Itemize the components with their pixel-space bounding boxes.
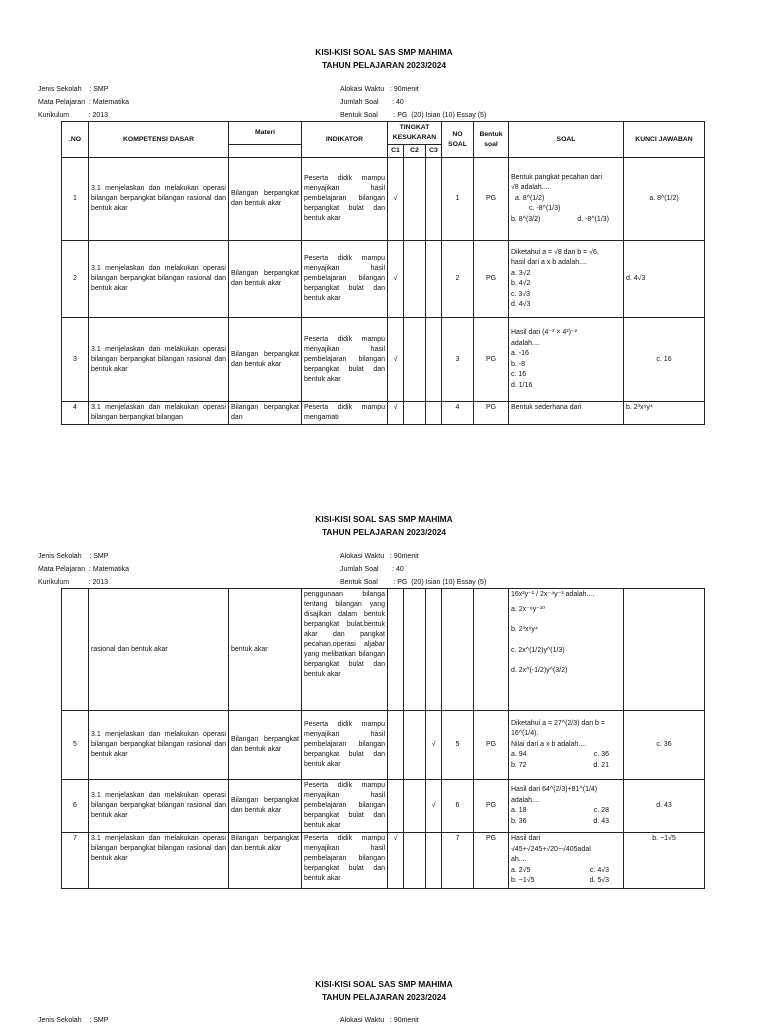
row-no-soal: 2 bbox=[442, 241, 474, 318]
col-no-soal: NO SOAL bbox=[442, 122, 474, 158]
row-kd: 3.1 menjelaskan dan melakukan operasi bilangan berpangkat bilangan bbox=[89, 402, 229, 425]
row-materi: Bilangan berpangkat dan bentuk akar bbox=[229, 711, 302, 780]
row-c2 bbox=[404, 711, 426, 780]
row-bentuk: PG bbox=[474, 780, 509, 833]
row-kd: rasional dan bentuk akar bbox=[89, 589, 229, 711]
soal-option: c. -8^(1/3) bbox=[529, 205, 561, 213]
soal-option: d. 4√3 bbox=[511, 301, 531, 308]
row-no: 5 bbox=[62, 711, 89, 780]
soal-option: c. 28 bbox=[593, 807, 609, 814]
soal-line: Hasil dari bbox=[511, 835, 541, 842]
col-tingkat: TINGKAT KESUKARAN bbox=[388, 122, 442, 145]
col-indikator: INDIKATOR bbox=[302, 122, 388, 158]
row-bentuk: PG bbox=[474, 711, 509, 780]
row-c2 bbox=[404, 158, 426, 241]
meta-kurikulum: Kurikulum : 2013 bbox=[38, 112, 109, 119]
col-kunci: KUNCI JAWABAN bbox=[624, 122, 705, 158]
row-c2 bbox=[404, 589, 426, 711]
soal-line: Bentuk pangkat pecahan dari bbox=[511, 173, 603, 181]
soal-option: d. -8^(1/3) bbox=[577, 215, 609, 223]
row-kunci bbox=[624, 589, 705, 711]
table-row bbox=[62, 158, 705, 241]
meta-bentuk-soal: Bentuk Soal : PG (20) Isian (10) Essay (5) bbox=[340, 112, 487, 119]
row-c3 bbox=[426, 241, 442, 318]
row-kunci: d. 43 bbox=[624, 780, 705, 833]
meta-jenis-sekolah: Jenis Sekolah : SMP bbox=[38, 1017, 109, 1024]
row-soal: Bentuk sederhana dari bbox=[509, 402, 624, 425]
row-kunci: b. −1√5 bbox=[624, 833, 705, 889]
soal-line: √45+√245+√20−√405adal bbox=[511, 845, 591, 853]
row-indikator: Peserta didik mampu menyajikan hasil pembelajaran bilangan berpangkat bulat dan bentuk akar bbox=[302, 780, 388, 833]
soal-line: 16x²y⁻¹ / 2x⁻⁴y⁻³ adalah.... bbox=[511, 591, 595, 598]
soal-line: ah.... bbox=[511, 856, 527, 863]
row-c2 bbox=[404, 780, 426, 833]
row-c1-check: √ bbox=[388, 158, 404, 241]
soal-option: b. 72 bbox=[511, 761, 527, 769]
row-kunci: a. 8^(1/2) bbox=[624, 158, 705, 241]
row-soal bbox=[509, 241, 624, 318]
row-kd: 3.1 menjelaskan dan melakukan operasi bilangan berpangkat bilangan rasional dan bentuk akar bbox=[89, 158, 229, 241]
soal-option: c. 16 bbox=[511, 371, 527, 378]
col-materi-sub bbox=[229, 145, 302, 158]
soal-option: c. 4√3 bbox=[589, 866, 609, 874]
col-c3: C3 bbox=[426, 145, 442, 158]
doc-subtitle: TAHUN PELAJARAN 2023/2024 bbox=[321, 60, 447, 70]
row-soal bbox=[509, 589, 624, 711]
row-no: 4 bbox=[62, 402, 89, 425]
row-c1 bbox=[388, 780, 404, 833]
row-c2 bbox=[404, 318, 426, 402]
row-bentuk: PG bbox=[474, 158, 509, 241]
row-no-soal: 7 bbox=[442, 833, 474, 889]
row-indikator: Peserta didik mampu menyajikan hasil pembelajaran bilangan berpangkat bulat dan bentuk akar bbox=[302, 833, 388, 889]
col-no: .NO bbox=[62, 122, 89, 158]
meta-jumlah-soal: Jumlah Soal : 40 bbox=[340, 99, 404, 106]
soal-option: c. 3√3 bbox=[511, 290, 531, 298]
row-c3-check: √ bbox=[426, 711, 442, 780]
soal-option: b. 8^(3/2) bbox=[511, 215, 541, 223]
row-no: 3 bbox=[62, 318, 89, 402]
soal-option: d. 43 bbox=[593, 817, 609, 825]
row-indikator: Peserta didik mampu mengamati bbox=[302, 402, 388, 425]
table-row bbox=[62, 711, 705, 780]
table-row bbox=[62, 833, 705, 889]
row-no-soal: 1 bbox=[442, 158, 474, 241]
table-row bbox=[62, 589, 705, 711]
row-no: 7 bbox=[62, 833, 89, 889]
row-c1 bbox=[388, 589, 404, 711]
soal-option: d. 5√3 bbox=[589, 877, 609, 884]
row-c2 bbox=[404, 241, 426, 318]
row-c3 bbox=[426, 158, 442, 241]
meta-alokasi-waktu: Alokasi Waktu : 90menit bbox=[340, 553, 419, 560]
soal-line: hasil dari a x b adalah.... bbox=[511, 259, 587, 266]
kisi-table-page-2 bbox=[61, 588, 705, 889]
row-kd: 3.1 menjelaskan dan melakukan operasi bilangan berpangkat bilangan rasional dan bentuk akar bbox=[89, 833, 229, 889]
meta-alokasi-waktu: Alokasi Waktu : 90menit bbox=[340, 86, 419, 93]
row-c1-check: √ bbox=[388, 318, 404, 402]
row-c1-check: √ bbox=[388, 833, 404, 889]
soal-option: b. 2³x⁶y⁴ bbox=[511, 626, 538, 633]
row-kunci: d. 4√3 bbox=[624, 241, 705, 318]
row-kd: 3.1 menjelaskan dan melakukan operasi bilangan berpangkat bilangan rasional dan bentuk akar bbox=[89, 241, 229, 318]
row-no-soal: 4 bbox=[442, 402, 474, 425]
soal-option: b. 4√2 bbox=[511, 280, 531, 287]
row-materi: Bilangan berpangkat dan bentuk akar bbox=[229, 318, 302, 402]
soal-option: b. 36 bbox=[511, 817, 527, 825]
row-no: 6 bbox=[62, 780, 89, 833]
row-bentuk: PG bbox=[474, 241, 509, 318]
soal-option: d. 1/16 bbox=[511, 381, 533, 389]
soal-line: √8 adalah.... bbox=[511, 184, 550, 192]
row-soal bbox=[509, 780, 624, 833]
row-indikator: penggunaan bilanga tentang bilangan yang disajikan dalam bentuk berpangkat bulat,bentuk akar dan pangkat pecahan,operasi aljabar yang melibatkan bilangan berpangkat bulat dan bentuk akar bbox=[302, 589, 388, 711]
row-soal bbox=[509, 833, 624, 889]
meta-jenis-sekolah: Jenis Sekolah : SMP bbox=[38, 86, 109, 93]
row-kd: 3.1 menjelaskan dan melakukan operasi bilangan berpangkat bilangan rasional dan bentuk akar bbox=[89, 780, 229, 833]
soal-option: a. 8^(1/2) bbox=[515, 194, 545, 202]
table-row bbox=[62, 318, 705, 402]
doc-subtitle: TAHUN PELAJARAN 2023/2024 bbox=[321, 527, 447, 537]
row-bentuk: PG bbox=[474, 833, 509, 889]
soal-option: a. 2√5 bbox=[511, 866, 531, 874]
meta-mata-pelajaran: Mata Pelajaran : Matematika bbox=[38, 566, 130, 573]
row-kd: 3.1 menjelaskan dan melakukan operasi bilangan berpangkat bilangan rasional dan bentuk akar bbox=[89, 711, 229, 780]
soal-option: a. 94 bbox=[511, 751, 527, 759]
soal-line: Diketahui a = 27^(2/3) dan b = 16^(1/4). bbox=[511, 719, 605, 738]
meta-kurikulum: Kurikulum : 2013 bbox=[38, 579, 109, 586]
soal-option: b. -8 bbox=[511, 360, 526, 368]
row-indikator: Peserta didik mampu menyajikan hasil pembelajaran bilangan berpangkat bulat dan bentuk akar bbox=[302, 241, 388, 318]
row-c2 bbox=[404, 402, 426, 425]
meta-bentuk-soal: Bentuk Soal : PG (20) Isian (10) Essay (5) bbox=[340, 579, 487, 586]
meta-alokasi-waktu: Alokasi Waktu : 90menit bbox=[340, 1017, 419, 1024]
doc-subtitle: TAHUN PELAJARAN 2023/2024 bbox=[321, 992, 447, 1002]
soal-line: adalah.... bbox=[511, 339, 540, 347]
col-bentuk: Bentuk soal bbox=[474, 122, 509, 158]
row-no: 1 bbox=[62, 158, 89, 241]
row-soal bbox=[509, 711, 624, 780]
soal-option: a. 18 bbox=[511, 807, 527, 814]
row-materi: bentuk akar bbox=[229, 589, 302, 711]
col-c1: C1 bbox=[388, 145, 404, 158]
row-materi: Bilangan berpangkat dan bentuk akar bbox=[229, 833, 302, 889]
row-kunci: b. 2³x⁶y⁴ bbox=[624, 402, 705, 425]
row-c3 bbox=[426, 318, 442, 402]
row-c2 bbox=[404, 833, 426, 889]
row-indikator: Peserta didik mampu menyajikan hasil pembelajaran bilangan berpangkat bulat dan bentuk akar bbox=[302, 318, 388, 402]
row-materi: Bilangan berpangkat dan bentuk akar bbox=[229, 780, 302, 833]
row-materi: Bilangan berpangkat dan bentuk akar bbox=[229, 158, 302, 241]
soal-line: Diketahui a = √8 dan b = √6, bbox=[511, 248, 599, 256]
row-no-soal: 3 bbox=[442, 318, 474, 402]
kisi-table-page-1 bbox=[61, 121, 705, 425]
soal-option: d. 2x^(-1/2)y^(3/2) bbox=[511, 667, 568, 674]
row-no: 2 bbox=[62, 241, 89, 318]
row-indikator: Peserta didik mampu menyajikan hasil pembelajaran bilangan berpangkat bulat dan bentuk akar bbox=[302, 158, 388, 241]
row-c1-check: √ bbox=[388, 402, 404, 425]
soal-option: c. 2x^(1/2)y^(1/3) bbox=[511, 646, 565, 654]
soal-line: Hasil dari (4⁻³ × 4²)⁻² bbox=[511, 329, 577, 336]
col-soal: SOAL bbox=[509, 122, 624, 158]
row-bentuk: PG bbox=[474, 318, 509, 402]
row-bentuk: PG bbox=[474, 402, 509, 425]
col-materi: Materi bbox=[229, 122, 302, 145]
row-c3-check: √ bbox=[426, 780, 442, 833]
col-kd: KOMPETENSI DASAR bbox=[89, 122, 229, 158]
soal-option: a. 3√2 bbox=[511, 269, 531, 277]
meta-jenis-sekolah: Jenis Sekolah : SMP bbox=[38, 553, 109, 560]
row-indikator: Peserta didik mampu menyajikan hasil pembelajaran bilangan berpangkat bulat dan bentuk akar bbox=[302, 711, 388, 780]
row-materi: Bilangan berpangkat dan bbox=[229, 402, 302, 425]
doc-title: KISI-KISI SOAL SAS SMP MAHIMA bbox=[315, 47, 453, 57]
table-row bbox=[62, 780, 705, 833]
row-kunci: c. 36 bbox=[624, 711, 705, 780]
col-c2: C2 bbox=[404, 145, 426, 158]
row-materi: Bilangan berpangkat dan bentuk akar bbox=[229, 241, 302, 318]
doc-title: KISI-KISI SOAL SAS SMP MAHIMA bbox=[315, 979, 453, 989]
row-bentuk bbox=[474, 589, 509, 711]
row-soal bbox=[509, 158, 624, 241]
meta-mata-pelajaran: Mata Pelajaran : Matematika bbox=[38, 99, 130, 106]
row-no-soal bbox=[442, 589, 474, 711]
row-c1 bbox=[388, 711, 404, 780]
soal-line: Nilai dari a x b adalah.... bbox=[511, 740, 587, 748]
soal-option: d. 21 bbox=[593, 761, 609, 769]
soal-option: b. −1√5 bbox=[511, 877, 535, 884]
row-c3 bbox=[426, 833, 442, 889]
table-row bbox=[62, 402, 705, 425]
meta-jumlah-soal: Jumlah Soal : 40 bbox=[340, 566, 404, 573]
row-no-soal: 6 bbox=[442, 780, 474, 833]
row-no bbox=[62, 589, 89, 711]
row-c1-check: √ bbox=[388, 241, 404, 318]
soal-line: Hasil dari 64^(2/3)+81^(1/4) adalah.... bbox=[511, 786, 598, 804]
row-c3 bbox=[426, 589, 442, 711]
soal-option: c. 36 bbox=[593, 751, 609, 759]
row-soal bbox=[509, 318, 624, 402]
row-c3 bbox=[426, 402, 442, 425]
soal-option: a. 2x⁻⁶y⁻¹⁰ bbox=[511, 605, 546, 613]
doc-title: KISI-KISI SOAL SAS SMP MAHIMA bbox=[315, 514, 453, 524]
row-kd: 3.1 menjelaskan dan melakukan operasi bilangan berpangkat bilangan rasional dan bentuk akar bbox=[89, 318, 229, 402]
row-kunci: c. 16 bbox=[624, 318, 705, 402]
soal-option: a. -16 bbox=[511, 350, 529, 357]
table-row bbox=[62, 241, 705, 318]
row-no-soal: 5 bbox=[442, 711, 474, 780]
